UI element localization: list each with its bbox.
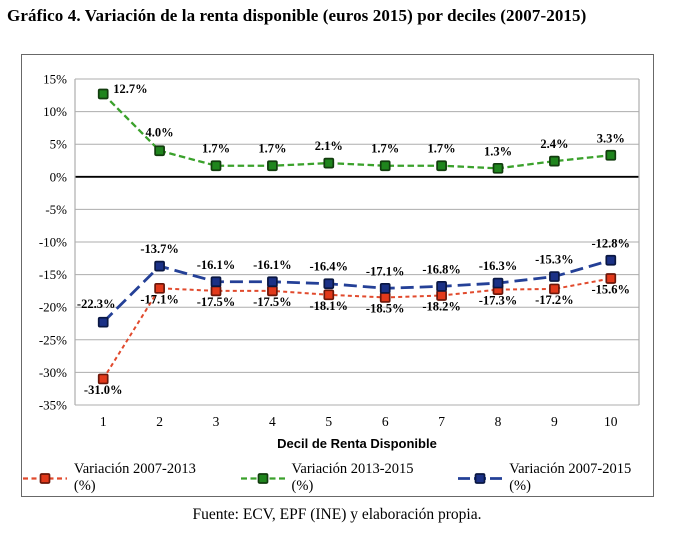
data-point-marker bbox=[155, 262, 164, 271]
data-point-label: 2.4% bbox=[540, 137, 569, 152]
data-point-label: -31.0% bbox=[83, 382, 123, 397]
data-point-label: 12.7% bbox=[113, 81, 148, 96]
legend-label-variacion-2007-2015: Variación 2007-2015 (%) bbox=[509, 461, 632, 494]
data-point-label: -16.8% bbox=[422, 262, 461, 277]
x-axis-tick-label: 7 bbox=[438, 414, 445, 429]
data-point-marker bbox=[494, 279, 503, 288]
data-point-label: -15.3% bbox=[535, 252, 574, 267]
y-axis-tick-label: -15% bbox=[38, 267, 67, 283]
y-axis-tick-label: 0% bbox=[49, 169, 67, 185]
data-point-label: -17.1% bbox=[365, 264, 405, 279]
data-point-marker bbox=[268, 277, 277, 286]
legend-item-variacion-2007-2013 bbox=[22, 461, 218, 495]
y-axis-tick-label: -25% bbox=[38, 332, 67, 348]
data-point-label: 4.0% bbox=[145, 125, 174, 140]
data-point-label: 1.7% bbox=[371, 141, 400, 156]
legend-label-variacion-2013-2015: Variación 2013-2015 (%) bbox=[291, 461, 414, 494]
data-point-label: -16.1% bbox=[196, 257, 236, 272]
data-point-marker bbox=[212, 161, 221, 170]
x-axis-tick-label: 2 bbox=[156, 414, 163, 429]
y-axis-tick-label: -10% bbox=[38, 234, 67, 250]
data-point-marker bbox=[155, 146, 164, 155]
data-point-marker bbox=[324, 279, 333, 288]
data-point-marker bbox=[606, 256, 615, 265]
data-point-marker bbox=[381, 284, 390, 293]
data-point-label: -17.5% bbox=[253, 294, 292, 309]
data-point-marker bbox=[99, 89, 108, 98]
data-point-label: 2.1% bbox=[314, 139, 343, 154]
data-point-label: -18.1% bbox=[309, 298, 349, 313]
y-axis-tick-label: -5% bbox=[45, 201, 67, 217]
data-point-label: 1.7% bbox=[201, 141, 231, 156]
legend-label-variacion-2007-2013: Variación 2007-2013 (%) bbox=[73, 461, 196, 494]
data-point-marker bbox=[437, 282, 446, 291]
data-point-label: -16.3% bbox=[478, 259, 518, 274]
y-axis-tick-label: -30% bbox=[38, 364, 67, 380]
x-axis-tick-label: 10 bbox=[604, 414, 618, 429]
x-axis-tick-label: 1 bbox=[99, 414, 107, 429]
y-axis-tick-label: 15% bbox=[43, 71, 67, 87]
legend-line-sample-green-icon bbox=[240, 472, 285, 485]
data-point-label: -12.8% bbox=[591, 236, 631, 251]
x-axis-title: Decil de Renta Disponible bbox=[277, 436, 437, 451]
data-point-marker bbox=[550, 157, 559, 166]
legend-line-sample-blue-icon bbox=[457, 472, 502, 485]
data-point-marker bbox=[494, 164, 503, 173]
data-point-label: -17.2% bbox=[535, 292, 574, 307]
y-axis-tick-label: 10% bbox=[43, 104, 67, 120]
x-axis-tick-label: 6 bbox=[381, 414, 389, 429]
data-point-marker bbox=[550, 272, 559, 281]
data-point-label: 1.7% bbox=[427, 141, 456, 156]
data-point-label: -22.3% bbox=[76, 297, 116, 312]
data-point-marker bbox=[99, 318, 108, 327]
y-axis-tick-label: -35% bbox=[38, 397, 67, 413]
x-axis-tick-label: 9 bbox=[551, 414, 558, 429]
data-point-label: 1.3% bbox=[483, 144, 513, 159]
data-point-label: -17.5% bbox=[196, 294, 236, 309]
y-axis-tick-label: 5% bbox=[49, 136, 67, 152]
data-point-marker bbox=[212, 277, 221, 286]
x-axis-tick-label: 8 bbox=[494, 414, 502, 429]
legend-item-variacion-2013-2015 bbox=[240, 461, 436, 495]
data-point-label: -16.1% bbox=[253, 257, 292, 272]
data-point-label: -17.3% bbox=[478, 293, 518, 308]
legend-line-sample-red-icon bbox=[22, 472, 67, 485]
data-point-label: -17.1% bbox=[140, 292, 179, 307]
y-axis-tick-label: -20% bbox=[38, 299, 67, 315]
x-axis-tick-label: 3 bbox=[212, 414, 220, 429]
x-axis-tick-label: 5 bbox=[325, 414, 333, 429]
source-note: Fuente: ECV, EPF (INE) y elaboración propia. bbox=[192, 506, 482, 523]
chart-title: Gráfico 4. Variación de la renta disponible (euros 2015) por deciles (2007-2015) bbox=[7, 6, 587, 25]
data-point-marker bbox=[381, 161, 390, 170]
data-point-label: -18.2% bbox=[422, 299, 461, 314]
data-point-label: -18.5% bbox=[365, 301, 405, 316]
data-point-marker bbox=[324, 159, 333, 168]
data-point-label: -16.4% bbox=[309, 259, 349, 274]
data-point-marker bbox=[437, 161, 446, 170]
chart-area bbox=[21, 54, 654, 497]
line-chart-plot bbox=[22, 55, 653, 453]
series-line-1 bbox=[103, 94, 611, 168]
data-point-label: 3.3% bbox=[596, 131, 625, 146]
data-point-marker bbox=[606, 151, 615, 160]
legend-item-variacion-2007-2015 bbox=[457, 461, 653, 495]
data-point-marker bbox=[268, 161, 277, 170]
x-axis-tick-label: 4 bbox=[269, 414, 276, 429]
legend bbox=[22, 461, 653, 495]
data-point-label: -15.6% bbox=[591, 282, 631, 297]
data-point-label: 1.7% bbox=[258, 141, 287, 156]
data-point-label: -13.7% bbox=[140, 242, 179, 257]
